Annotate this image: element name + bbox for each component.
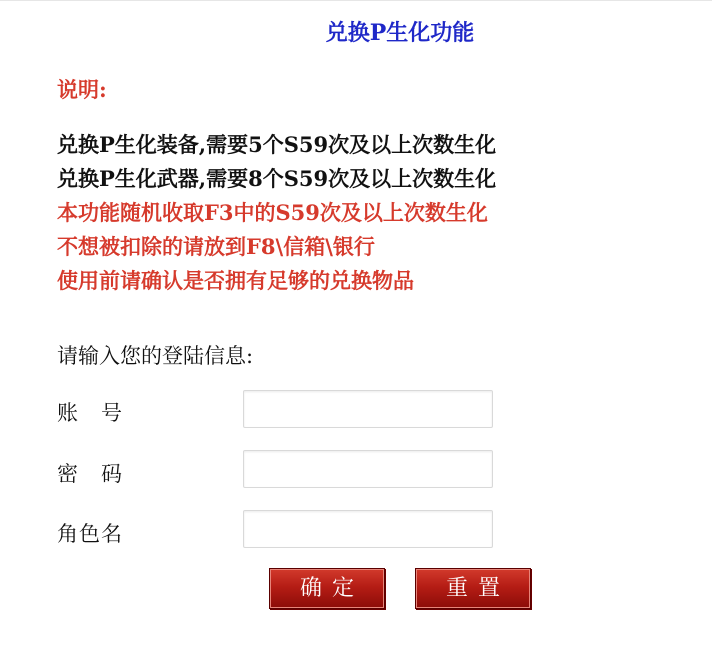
page-title: 兑换P生化功能	[325, 20, 475, 46]
password-label: 密 码	[57, 462, 123, 486]
description-line: 兑换P生化武器,需要8个S59次及以上次数生化	[57, 166, 497, 191]
description-line: 使用前请确认是否拥有足够的兑换物品	[57, 268, 414, 293]
top-divider	[0, 0, 712, 1]
description-line: 本功能随机收取F3中的S59次及以上次数生化	[57, 200, 488, 225]
password-input[interactable]	[243, 450, 493, 488]
reset-button[interactable]: 重置	[415, 568, 531, 609]
description-line: 不想被扣除的请放到F8\信箱\银行	[57, 234, 375, 259]
account-label: 账 号	[57, 401, 123, 425]
description-line: 兑换P生化装备,需要5个S59次及以上次数生化	[57, 132, 497, 157]
confirm-button[interactable]: 确定	[269, 568, 385, 609]
description-list	[57, 128, 496, 298]
description-heading: 说明:	[57, 77, 107, 102]
login-heading: 请输入您的登陆信息:	[57, 344, 254, 368]
role-name-label: 角色名	[57, 522, 123, 546]
role-name-input[interactable]	[243, 510, 493, 548]
account-input[interactable]	[243, 390, 493, 428]
